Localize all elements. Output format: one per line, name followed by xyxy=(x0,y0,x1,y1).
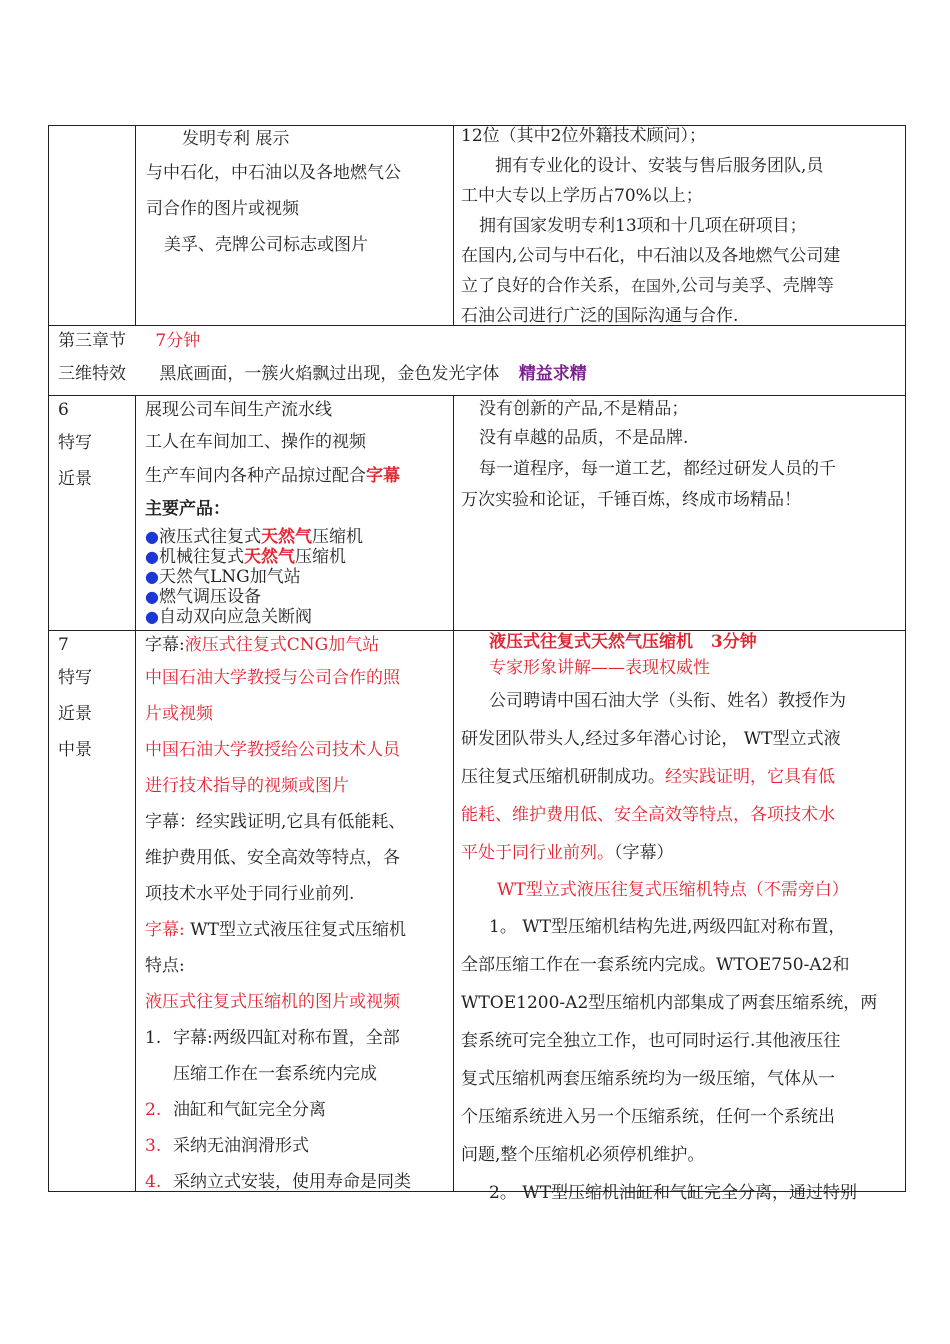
text-line xyxy=(145,459,451,493)
product-text: 天然气LNG加气站 xyxy=(158,567,301,587)
bullet-dot-icon: ● xyxy=(145,547,159,566)
text-span: 生产车间内各种产品掠过配合 xyxy=(145,466,366,486)
row4-right-cell xyxy=(461,630,906,1203)
text-line: 石油公司进行广泛的国际沟通与合作. xyxy=(461,306,739,326)
text-line: 1。 WT型压缩机结构先进,两级四缸对称布置， xyxy=(489,917,846,937)
product-list xyxy=(145,527,451,627)
item-number: 4. xyxy=(145,1172,162,1192)
text-line: 进行技术指导的视频或图片 xyxy=(145,776,349,796)
item-number: 2. xyxy=(145,1100,162,1120)
text-line: 与中石化，中石油以及各地燃气公 xyxy=(146,163,401,183)
col-divider xyxy=(453,125,454,325)
text-line: 全部压缩工作在一套系统内完成。WTOE750-A2和 xyxy=(461,955,850,975)
text-span: （字幕） xyxy=(614,843,674,863)
row4-mid-cell xyxy=(145,630,451,1192)
text-line: 美孚、壳牌公司标志或图片 xyxy=(164,235,368,255)
chapter-label: 第三章节 xyxy=(58,331,126,351)
products-title: 主要产品： xyxy=(145,499,230,519)
item-number: 1. xyxy=(145,1028,162,1048)
text-span: 字幕: xyxy=(145,920,185,940)
script-table xyxy=(48,125,906,1203)
row4-left-cell xyxy=(58,630,133,1192)
numbered-item xyxy=(145,1056,451,1092)
col-divider xyxy=(453,395,454,1192)
item-text: 油缸和气缸完全分离 xyxy=(173,1100,326,1120)
text-line: 工中大专以上学历占70%以上； xyxy=(461,186,703,206)
text-line: 没有创新的产品,不是精品； xyxy=(479,399,689,419)
shot-type: 特写 xyxy=(58,668,92,688)
title-text: 液压式往复式天然气压缩机 xyxy=(489,632,693,652)
text-span: 经实践证明，它具有低 xyxy=(665,767,835,787)
item-text: 压缩工作在一套系统内完成 xyxy=(173,1064,377,1084)
effect-label: 三维特效 xyxy=(58,364,126,384)
text-line: WTOE1200-A2型压缩机内部集成了两套压缩系统，两 xyxy=(461,993,878,1013)
product-item xyxy=(145,567,451,587)
text-span: 公司与美孚、壳牌等 xyxy=(680,276,834,296)
numbered-item xyxy=(145,1020,451,1056)
text-line: 中国石油大学教授与公司合作的照 xyxy=(145,668,400,688)
product-text: 燃气调压设备 xyxy=(158,587,261,607)
text-span: 字幕 xyxy=(366,466,400,486)
col-divider xyxy=(135,395,136,1192)
text-line xyxy=(145,912,451,948)
text-line: 工人在车间加工、操作的视频 xyxy=(145,432,366,452)
text-line: 发明专利 展示 xyxy=(182,129,290,149)
shot-type: 特写 xyxy=(58,433,92,453)
text-span: 液压式往复式CNG加气站 xyxy=(184,635,380,655)
subtitle: 专家形象讲解——表现权威性 xyxy=(489,658,710,678)
effect-desc: 黑底画面，一簇火焰飘过出现，金色发光字体 xyxy=(159,364,500,384)
text-line: 套系统可完全独立工作，也可同时运行.其他液压往 xyxy=(461,1031,841,1051)
row3-mid-cell xyxy=(145,395,451,630)
product-item xyxy=(145,547,451,567)
shot-type: 近景 xyxy=(58,704,92,724)
chapter-duration: 7分钟 xyxy=(155,331,201,351)
text-line: 复式压缩机两套压缩系统均为一级压缩，气体从一 xyxy=(461,1069,835,1089)
product-text: 压缩机 xyxy=(294,547,346,567)
product-item xyxy=(145,587,451,607)
text-line: 2。 WT型压缩机油缸和气缸完全分离，通过特别 xyxy=(489,1183,858,1203)
product-item xyxy=(145,527,451,547)
text-line: 问题,整个压缩机必须停机维护。 xyxy=(461,1145,705,1165)
text-line: 拥有国家发明专利13项和十几项在研项目； xyxy=(479,216,807,236)
text-line xyxy=(145,630,451,660)
text-span: 字幕: xyxy=(145,635,185,655)
section-heading: WT型立式液压往复式压缩机特点（不需旁白） xyxy=(497,880,849,900)
text-line: 展现公司车间生产流水线 xyxy=(145,400,332,420)
title-time: 3分钟 xyxy=(710,632,757,652)
item-text: 采纳无油润滑形式 xyxy=(173,1136,309,1156)
item-text: 字幕:两级四缸对称布置，全部 xyxy=(173,1028,400,1048)
shot-type: 近景 xyxy=(58,469,92,489)
bullet-dot-icon: ● xyxy=(145,587,159,606)
row2-cell xyxy=(58,325,898,395)
text-line: 特点: xyxy=(145,956,185,976)
text-line xyxy=(461,271,906,301)
text-span: 立了良好的合作关系， xyxy=(461,276,631,296)
row3-right-cell xyxy=(461,395,906,630)
product-item xyxy=(145,607,451,627)
text-line: 液压式往复式压缩机的图片或视频 xyxy=(145,992,400,1012)
col-divider xyxy=(135,125,136,325)
text-line: 在国内,公司与中石化，中石油以及各地燃气公司建 xyxy=(461,246,841,266)
text-line: 公司聘请中国石油大学（头衔、姓名）教授作为 xyxy=(489,691,846,711)
shot-number: 7 xyxy=(58,635,69,655)
bullet-dot-icon: ● xyxy=(145,607,159,626)
text-line: 研发团队带头人,经过多年潜心讨论， WT型立式液 xyxy=(461,729,841,749)
text-line: 12位（其中2位外籍技术顾问）； xyxy=(461,126,706,146)
bullet-dot-icon: ● xyxy=(145,527,159,546)
shot-type: 中景 xyxy=(58,740,92,760)
product-highlight: 天然气 xyxy=(260,527,312,547)
row3-left-cell xyxy=(58,395,133,630)
text-line xyxy=(58,357,898,391)
item-number: 3. xyxy=(145,1136,162,1156)
text-line: 拥有专业化的设计、安装与售后服务团队,员 xyxy=(495,156,824,176)
text-line: 中国石油大学教授给公司技术人员 xyxy=(145,740,400,760)
text-line: 能耗、维护费用低、安全高效等特点，各项技术水 xyxy=(461,805,835,825)
text-line: 项技术水平处于同行业前列. xyxy=(145,884,355,904)
product-text: 机械往复式 xyxy=(158,547,244,567)
text-span: WT型立式液压往复式压缩机 xyxy=(184,920,406,940)
text-line: 每一道程序，每一道工艺，都经过研发人员的千 xyxy=(479,459,836,479)
product-highlight: 天然气 xyxy=(243,547,295,567)
section-title xyxy=(489,630,906,654)
shot-number: 6 xyxy=(58,400,69,420)
bullet-dot-icon: ● xyxy=(145,567,159,586)
product-text: 液压式往复式 xyxy=(158,527,261,547)
product-text: 压缩机 xyxy=(311,527,363,547)
text-line: 没有卓越的品质，不是品牌. xyxy=(479,428,689,448)
text-span: 压往复式压缩机研制成功。 xyxy=(461,767,665,787)
text-span: 平处于同行业前列。 xyxy=(461,843,614,863)
numbered-item xyxy=(145,1128,451,1164)
text-line: 片或视频 xyxy=(145,704,213,724)
effect-highlight: 精益求精 xyxy=(518,364,587,384)
text-line: 字幕：经实践证明,它具有低能耗、 xyxy=(145,812,406,832)
numbered-item xyxy=(145,1092,451,1128)
row1-mid-cell xyxy=(146,125,451,325)
numbered-item xyxy=(145,1164,451,1200)
text-line xyxy=(461,758,906,796)
text-span: 在国外, xyxy=(631,277,681,295)
text-line: 司合作的图片或视频 xyxy=(146,199,299,219)
row1-right-cell xyxy=(461,125,906,325)
text-line xyxy=(461,834,906,872)
item-text: 采纳立式安装，使用寿命是同类 xyxy=(173,1172,411,1192)
text-line: 维护费用低、安全高效等特点，各 xyxy=(145,848,400,868)
text-line: 个压缩系统进入另一个压缩系统，任何一个系统出 xyxy=(461,1107,835,1127)
text-line: 万次实验和论证，千锤百炼，终成市场精品！ xyxy=(461,490,801,510)
product-text: 自动双向应急关断阀 xyxy=(158,607,312,627)
text-line xyxy=(58,325,898,357)
